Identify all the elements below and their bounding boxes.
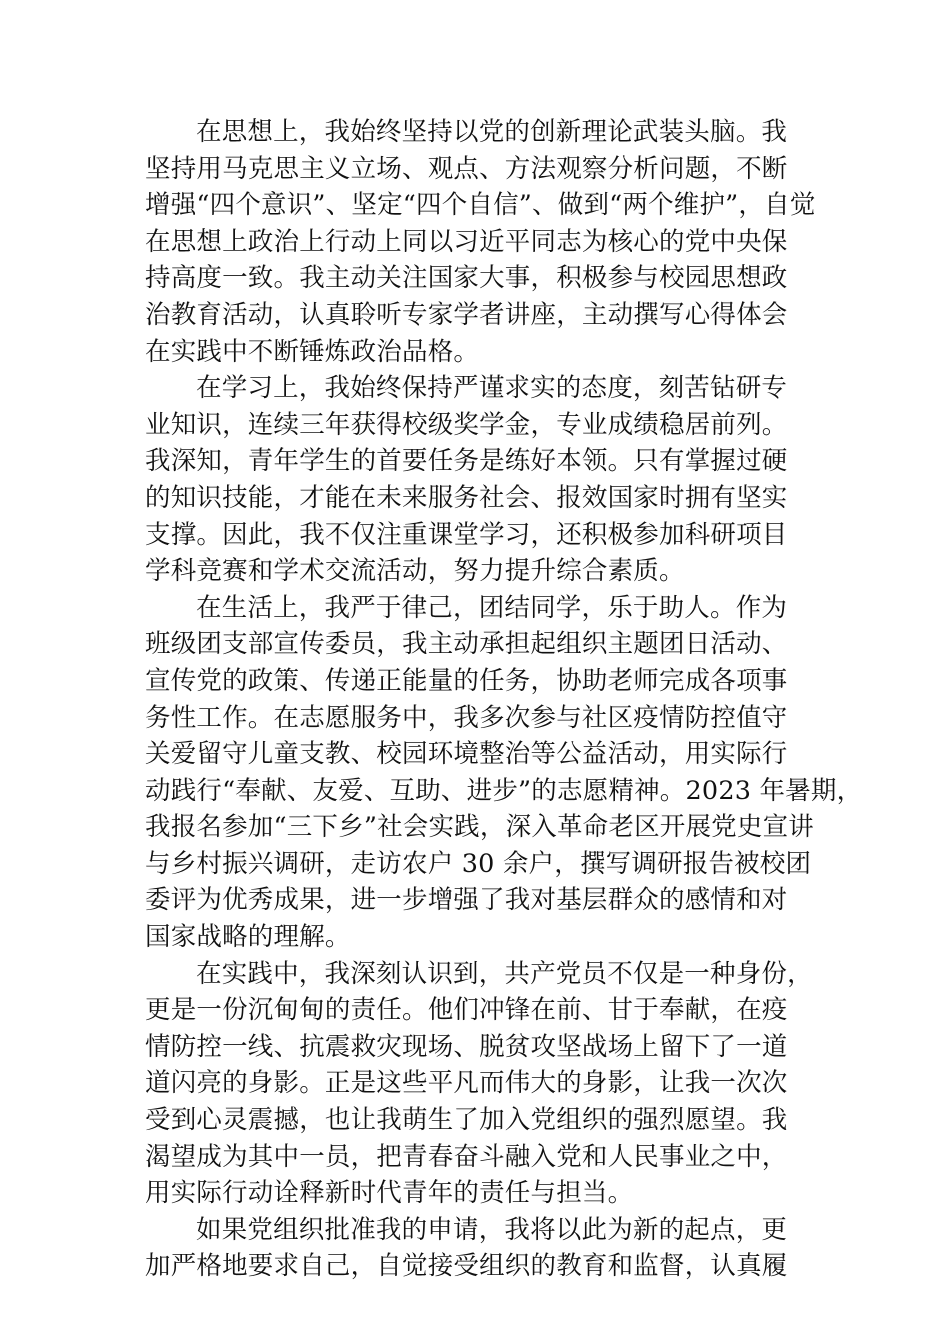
- text-line: 在思想上，我始终坚持以党的创新理论武装头脑。我: [196, 117, 788, 147]
- text-line: 与乡村振兴调研，走访农户 30 余户，撰写调研报告被校团: [145, 848, 812, 879]
- text-line: 宣传党的政策、传递正能量的任务，协助老师完成各项事: [145, 665, 788, 696]
- text-line: 班级团支部宣传委员，我主动承担起组织主题团日活动、: [145, 629, 788, 660]
- text-line: 加严格地要求自己，自觉接受组织的教育和监督，认真履: [145, 1251, 788, 1282]
- text-line: 的知识技能，才能在未来服务社会、报效国家时拥有坚实: [145, 482, 788, 513]
- text-line: 坚持用马克思主义立场、观点、方法观察分析问题，不断: [145, 153, 788, 184]
- document-body: [145, 114, 863, 1285]
- text-line: 国家战略的理解。: [145, 922, 351, 953]
- text-line: 学科竞赛和学术交流活动，努力提升综合素质。: [145, 556, 685, 587]
- text-line: 情防控一线、抗震救灾现场、脱贫攻坚战场上留下了一道: [145, 1031, 788, 1062]
- paragraph-ideology: [145, 114, 815, 370]
- paragraph-commitment: [145, 1212, 815, 1285]
- text-line: 渴望成为其中一员，把青春奋斗融入党和人民事业之中，: [145, 1141, 788, 1172]
- paragraph-practice: [145, 956, 815, 1212]
- text-line: 在实践中，我深刻认识到，共产党员不仅是一种身份，: [196, 958, 813, 989]
- text-line: 持高度一致。我主动关注国家大事，积极参与校园思想政: [145, 263, 788, 294]
- text-line: 我深知，青年学生的首要任务是练好本领。只有掌握过硬: [145, 446, 788, 477]
- text-line: 治教育活动，认真聆听专家学者讲座，主动撰写心得体会: [145, 299, 788, 330]
- text-line: 增强“四个意识”、坚定“四个自信”、做到“两个维护”，自觉: [145, 190, 816, 221]
- text-line: 关爱留守儿童支教、校园环境整治等公益活动，用实际行: [145, 739, 788, 770]
- text-line: 道闪亮的身影。正是这些平凡而伟大的身影，让我一次次: [145, 1068, 788, 1099]
- text-line: 在实践中不断锤炼政治品格。: [145, 336, 480, 367]
- text-line: 支撑。因此，我不仅注重课堂学习，还积极参加科研项目: [145, 519, 788, 550]
- text-line: 在思想上政治上行动上同以习近平同志为核心的党中央保: [145, 226, 788, 257]
- text-line: 受到心灵震撼，也让我萌生了加入党组织的强烈愿望。我: [145, 1105, 788, 1136]
- text-line: 动践行“奉献、友爱、互助、进步”的志愿精神。2023 年暑期，: [145, 775, 863, 806]
- paragraph-life: [145, 590, 863, 956]
- paragraph-study: [145, 370, 815, 590]
- text-line: 更是一份沉甸甸的责任。他们冲锋在前、甘于奉献，在疫: [145, 995, 788, 1026]
- text-line: 业知识，连续三年获得校级奖学金，专业成绩稳居前列。: [145, 409, 788, 440]
- text-line: 在生活上，我严于律己，团结同学，乐于助人。作为: [196, 592, 788, 623]
- text-line: 我报名参加“三下乡”社会实践，深入革命老区开展党史宣讲: [145, 812, 814, 843]
- text-line: 委评为优秀成果，进一步增强了我对基层群众的感情和对: [145, 885, 788, 916]
- text-line: 如果党组织批准我的申请，我将以此为新的起点，更: [196, 1214, 788, 1245]
- text-line: 用实际行动诠释新时代青年的责任与担当。: [145, 1178, 634, 1209]
- text-line: 务性工作。在志愿服务中，我多次参与社区疫情防控值守: [145, 702, 788, 733]
- text-line: 在学习上，我始终保持严谨求实的态度，刻苦钻研专: [196, 373, 788, 404]
